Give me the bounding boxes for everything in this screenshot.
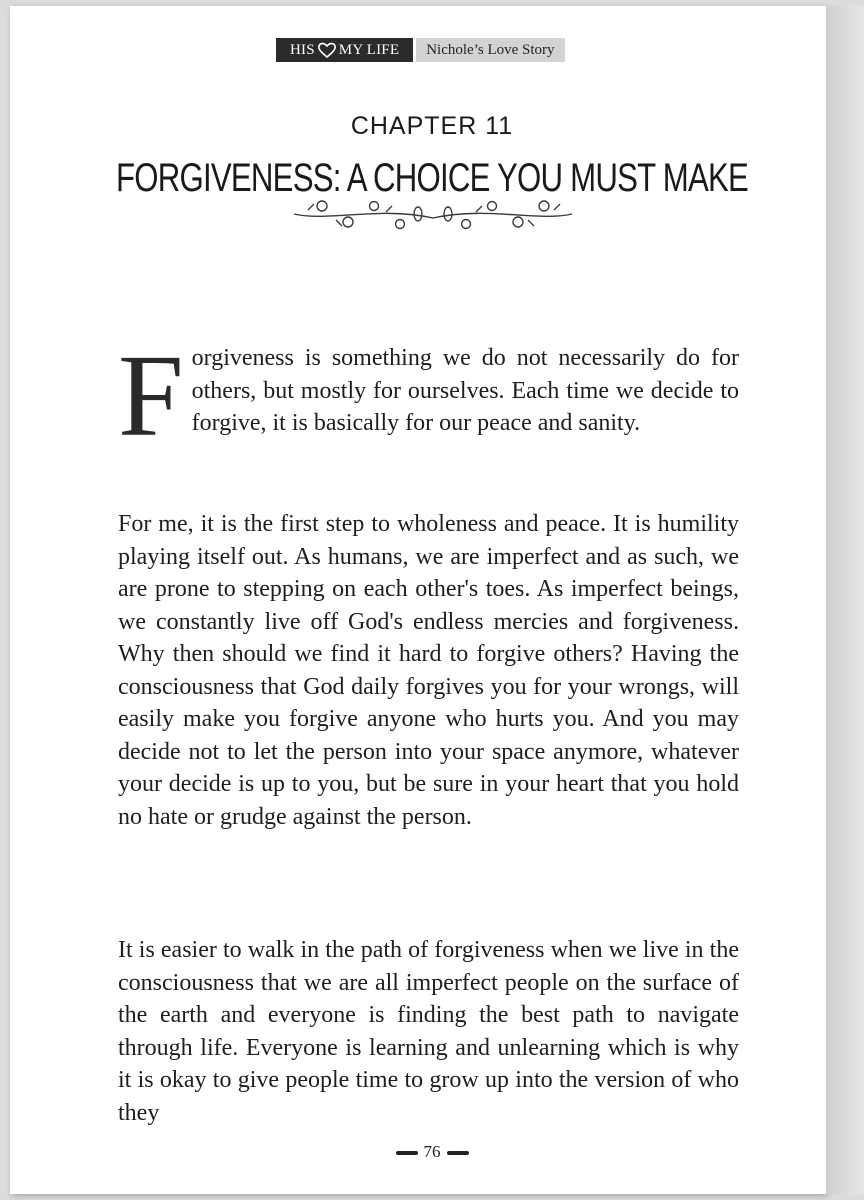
page-edge-shadow	[826, 6, 864, 1194]
page-number-value: 76	[423, 1142, 441, 1161]
paragraph-3: It is easier to walk in the path of forgiveness when we live in the consciousness that we are all imperfect people on the surface of the earth and everyone is finding the best path to navigate through life. Everyone is learning and unlearning which is why it is okay to give people time to grow up into the version of who they	[118, 937, 739, 1126]
book-title-part2: MY LIFE	[338, 41, 400, 58]
chapter-title: FORGIVENESS: A CHOICE YOU MUST MAKE	[115, 156, 749, 200]
drop-cap: F	[118, 330, 184, 461]
book-title-tag	[276, 38, 413, 62]
book-subtitle-tag: Nichole’s Love Story	[416, 38, 564, 62]
page-number-left-flourish	[396, 1151, 418, 1155]
paragraph-1	[118, 330, 739, 461]
page-number	[0, 1142, 864, 1162]
running-header	[276, 38, 565, 62]
paragraph-2: For me, it is the first step to wholeness and peace. It is humility playing itself out. As humans, we are imperfect and as such, we are prone to stepping on each other's toes. As imperfect beings, we constantly live off God's endless mercies and forgiveness. Why then should we find it hard to forgive others? Having the consciousness that God daily forgives you for your wrongs, will easily make you forgive anyone who hurts you. And you may decide not to let the person into your space anymore, whatever your decide is up to you, but be sure in your heart that you hold no hate or grudge against the person.	[118, 511, 739, 830]
page-number-right-flourish	[447, 1151, 469, 1155]
floral-divider-icon	[288, 192, 578, 238]
chapter-label: CHAPTER 11	[350, 112, 514, 140]
paragraph-1-text: orgiveness is something we do not necessarily do for others, but mostly for ourselves. Each time we decide to forgive, it is basically for our peace and sanity.	[191, 345, 739, 436]
heart-icon	[317, 41, 337, 59]
book-title-part1: HIS	[290, 41, 315, 58]
